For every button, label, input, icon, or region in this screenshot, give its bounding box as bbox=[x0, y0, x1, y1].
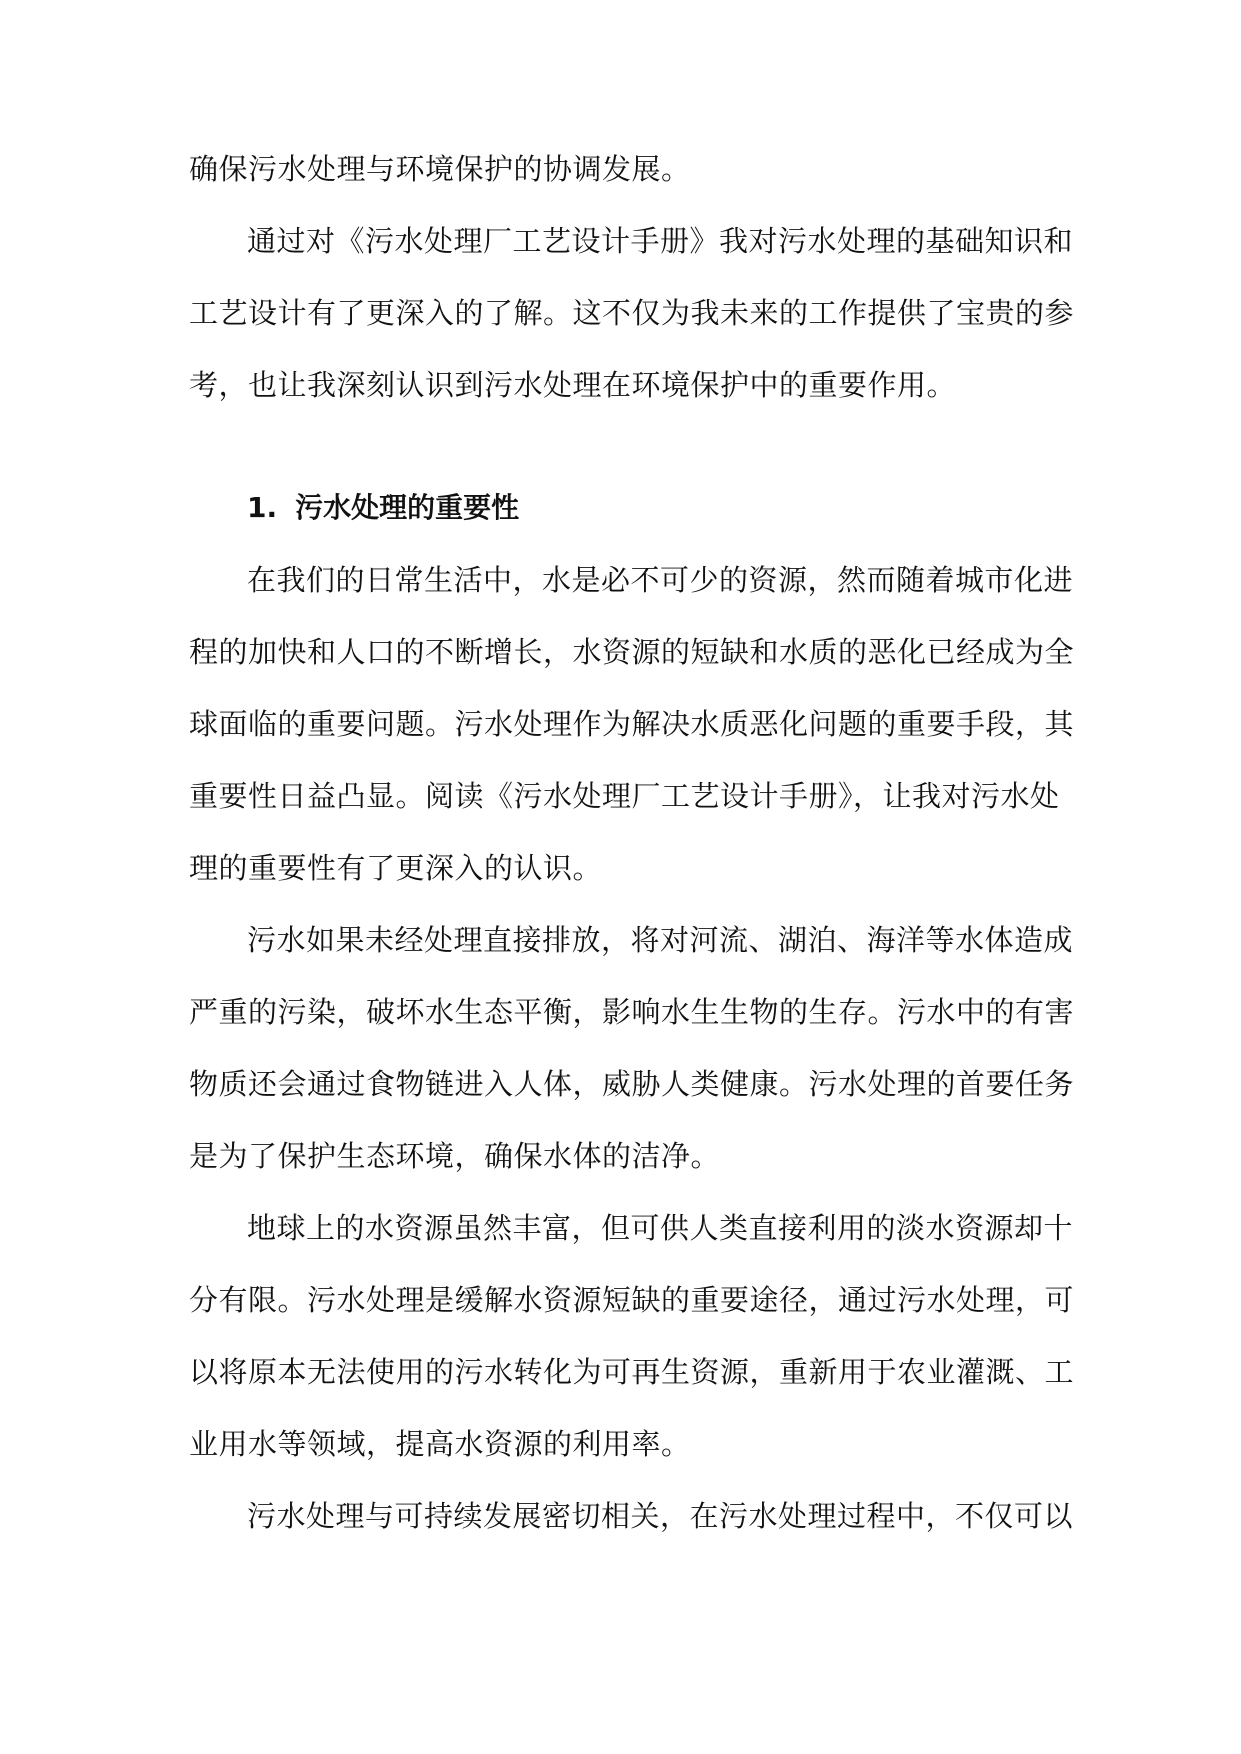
paragraph-line: 考，也让我深刻认识到污水处理在环境保护中的重要作用。 bbox=[189, 368, 957, 402]
paragraph-line: 污水如果未经处理直接排放，将对河流、湖泊、海洋等水体造成 bbox=[247, 923, 1074, 957]
paragraph-line: 地球上的水资源虽然丰富，但可供人类直接利用的淡水资源却十 bbox=[247, 1211, 1074, 1245]
paragraph-line: 重要性日益凸显。阅读《污水处理厂工艺设计手册》，让我对污水处 bbox=[189, 779, 1060, 813]
paragraph-line: 物质还会通过食物链进入人体，威胁人类健康。污水处理的首要任务 bbox=[189, 1067, 1075, 1101]
section-number: 1. bbox=[247, 491, 278, 524]
paragraph-line: 是为了保护生态环境，确保水体的洁净。 bbox=[189, 1139, 721, 1173]
paragraph-line: 在我们的日常生活中，水是必不可少的资源，然而随着城市化进 bbox=[247, 563, 1074, 597]
section-title: 污水处理的重要性 bbox=[295, 491, 520, 524]
paragraph-line: 严重的污染，破坏水生态平衡，影响水生生物的生存。污水中的有害 bbox=[189, 995, 1075, 1029]
body-text-section bbox=[189, 544, 1075, 1552]
section-heading bbox=[247, 472, 519, 544]
paragraph-line: 分有限。污水处理是缓解水资源短缺的重要途径，通过污水处理，可 bbox=[189, 1283, 1075, 1317]
top-text-section bbox=[189, 133, 1075, 421]
paragraph-line: 程的加快和人口的不断增长，水资源的短缺和水质的恶化已经成为全 bbox=[189, 635, 1075, 669]
paragraph-line: 通过对《污水处理厂工艺设计手册》我对污水处理的基础知识和 bbox=[247, 224, 1074, 258]
paragraph-line: 业用水等领域，提高水资源的利用率。 bbox=[189, 1427, 691, 1461]
paragraph-line: 理的重要性有了更深入的认识。 bbox=[189, 851, 603, 885]
paragraph-line: 球面临的重要问题。污水处理作为解决水质恶化问题的重要手段，其 bbox=[189, 707, 1075, 741]
paragraph-line: 确保污水处理与环境保护的协调发展。 bbox=[189, 152, 691, 186]
paragraph-line: 污水处理与可持续发展密切相关，在污水处理过程中，不仅可以 bbox=[247, 1499, 1074, 1533]
paragraph-line: 以将原本无法使用的污水转化为可再生资源，重新用于农业灌溉、工 bbox=[189, 1355, 1075, 1389]
paragraph-line: 工艺设计有了更深入的了解。这不仅为我未来的工作提供了宝贵的参 bbox=[189, 296, 1075, 330]
